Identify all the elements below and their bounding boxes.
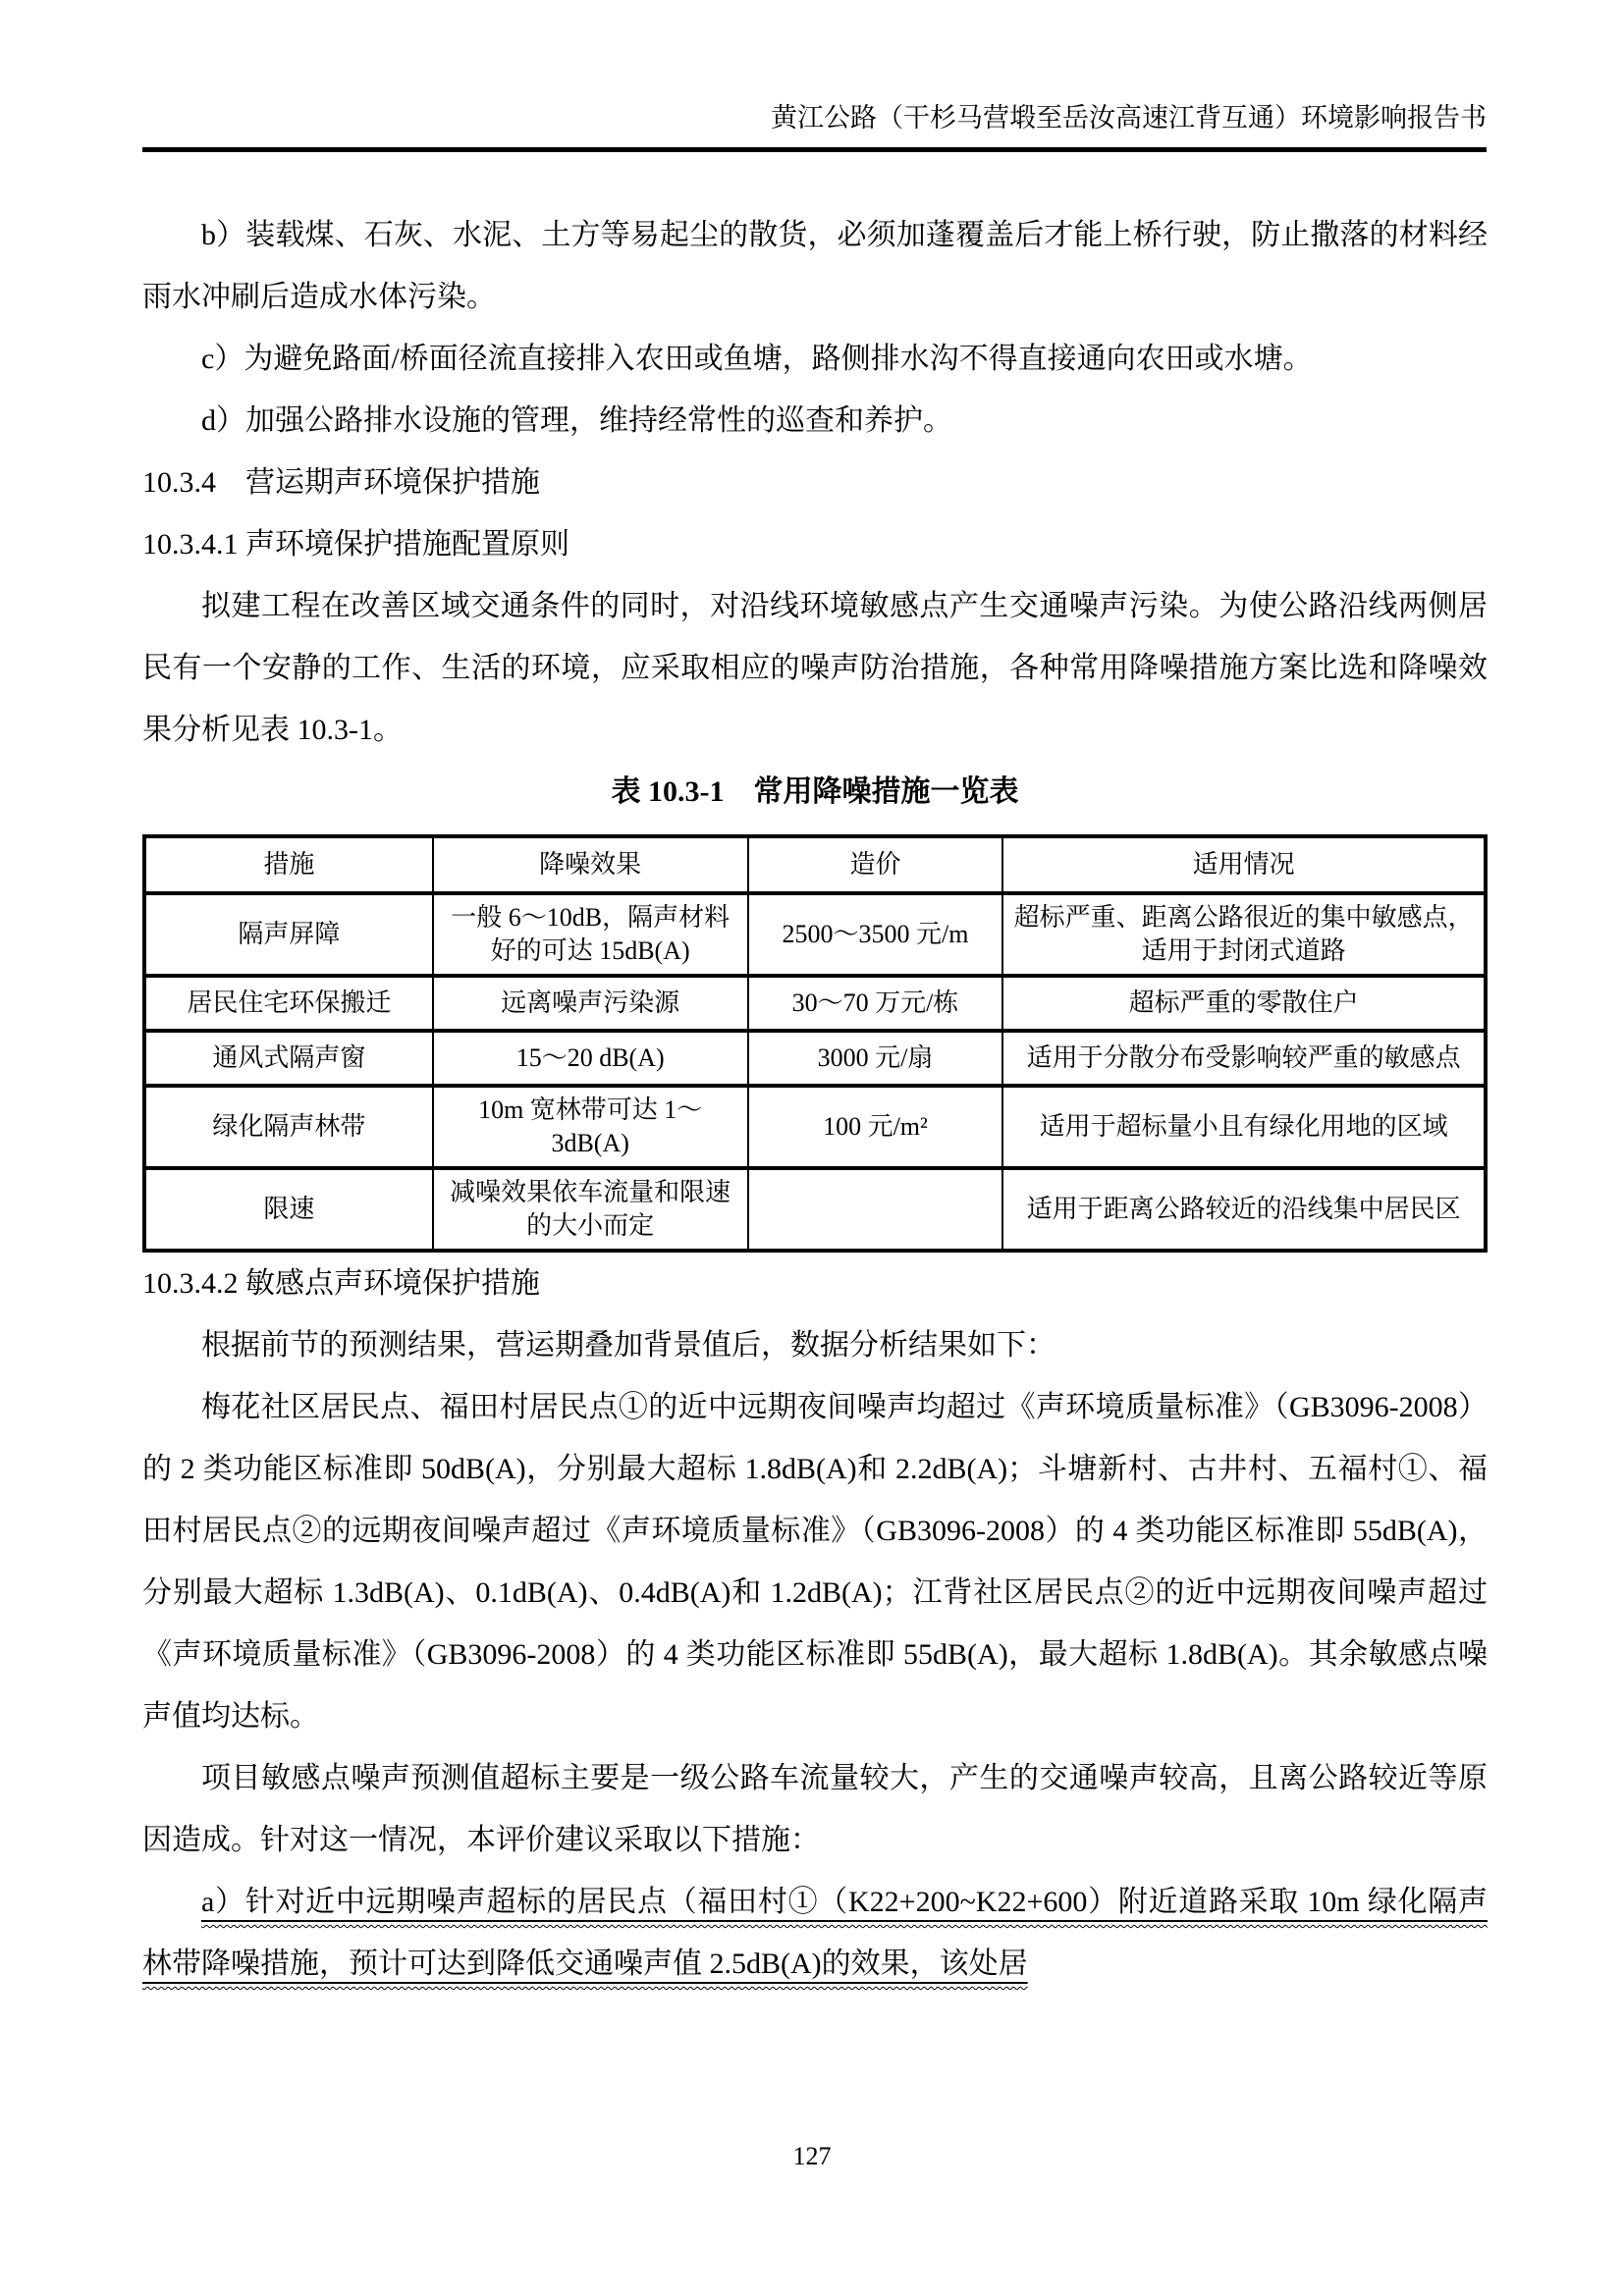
table-row xyxy=(144,893,1486,976)
page-body xyxy=(142,204,1488,1995)
paragraph-intro: 拟建工程在改善区域交通条件的同时，对沿线环境敏感点产生交通噪声污染。为使公路沿线两侧居民有一个安静的工作、生活的环境，应采取相应的噪声防治措施，各种常用降噪措施方案比选和降噪效果分析见表 10.3-1。 xyxy=(142,590,1488,746)
section-heading-10-3-4-1: 10.3.4.1 声环境保护措施配置原则 xyxy=(142,528,569,561)
table-cell: 适用于超标量小且有绿化用地的区域 xyxy=(1002,1086,1486,1168)
table-cell: 居民住宅环保搬迁 xyxy=(144,976,433,1031)
paragraph-exceedance-reason: 项目敏感点噪声预测值超标主要是一级公路车流量较大，产生的交通噪声较高，且离公路较近等原因造成。针对这一情况，本评价建议采取以下措施： xyxy=(142,1762,1488,1856)
paragraph-item-c: c）为避免路面/桥面径流直接排入农田或鱼塘，路侧排水沟不得直接通向农田或水塘。 xyxy=(201,343,1313,375)
table-cell: 通风式隔声窗 xyxy=(144,1031,433,1086)
paragraph-item-b: b）装载煤、石灰、水泥、土方等易起尘的散货，必须加蓬覆盖后才能上桥行驶，防止撒落的材料经雨水冲刷后造成水体污染。 xyxy=(142,219,1488,313)
table-row xyxy=(144,1168,1486,1251)
table-cell: 适用于分散分布受影响较严重的敏感点 xyxy=(1002,1031,1486,1086)
table-cell: 适用于距离公路较近的沿线集中居民区 xyxy=(1002,1168,1486,1251)
table-cell: 10m 宽林带可达 1～3dB(A) xyxy=(433,1086,748,1168)
column-header-effect: 降噪效果 xyxy=(433,836,748,893)
table-cell: 减噪效果依车流量和限速的大小而定 xyxy=(433,1168,748,1251)
paragraph-results-intro: 根据前节的预测结果，营运期叠加背景值后，数据分析结果如下： xyxy=(201,1329,1056,1362)
column-header-measure: 措施 xyxy=(144,836,433,893)
table-cell: 3000 元/扇 xyxy=(748,1031,1003,1086)
table-cell: 15～20 dB(A) xyxy=(433,1031,748,1086)
table-caption: 表 10.3-1 常用降噪措施一览表 xyxy=(611,775,1019,808)
table-row xyxy=(144,1086,1486,1168)
table-cell: 一般 6～10dB，隔声材料好的可达 15dB(A) xyxy=(433,893,748,976)
table-cell: 30～70 万元/栋 xyxy=(748,976,1003,1031)
running-header: 黄江公路（干杉马营塅至岳汝高速江背互通）环境影响报告书 xyxy=(142,98,1487,152)
column-header-cost: 造价 xyxy=(748,836,1003,893)
table-cell xyxy=(748,1168,1003,1251)
inserted-text: a）针对近中远期噪声超标的居民点（福田村①（K22+200~K22+600）附近道路采取 10m 绿化隔声林带降噪措施，预计可达到降低交通噪声值 2.5dB(A)的效果，该处居 xyxy=(142,1886,1488,1980)
table-cell: 超标严重的零散住户 xyxy=(1002,976,1486,1031)
table-cell: 超标严重、距离公路很近的集中敏感点，适用于封闭式道路 xyxy=(1002,893,1486,976)
section-heading-10-3-4-2: 10.3.4.2 敏感点声环境保护措施 xyxy=(142,1267,540,1300)
paragraph-item-d: d）加强公路排水设施的管理，维持经常性的巡查和养护。 xyxy=(201,404,952,437)
section-heading-10-3-4: 10.3.4 营运期声环境保护措施 xyxy=(142,466,540,499)
table-cell: 2500～3500 元/m xyxy=(748,893,1003,976)
table-cell: 限速 xyxy=(144,1168,433,1251)
table-cell: 远离噪声污染源 xyxy=(433,976,748,1031)
table-row xyxy=(144,1031,1486,1086)
table-cell: 100 元/m² xyxy=(748,1086,1003,1168)
page-number: 127 xyxy=(792,2142,832,2170)
table-header-row xyxy=(144,836,1486,893)
paragraph-measure-a xyxy=(142,1871,1488,1995)
table-row xyxy=(144,976,1486,1031)
noise-measures-table xyxy=(142,834,1488,1253)
table-cell: 隔声屏障 xyxy=(144,893,433,976)
table-cell: 绿化隔声林带 xyxy=(144,1086,433,1168)
paragraph-noise-analysis: 梅花社区居民点、福田村居民点①的近中远期夜间噪声均超过《声环境质量标准》（GB3096-2008）的 2 类功能区标准即 50dB(A)，分别最大超标 1.8dB(A)和 2.2dB(A)；斗塘新村、古井村、五福村①、福田村居民点②的远期夜间噪声超过《声环境质量标准》（GB3096-2008）的 4 类功能区标准即 55dB(A)，分别最大超标 1.3dB(A)、0.1dB(A)、0.4dB(A)和 1.2dB(A)；江背社区居民点②的近中远期夜间噪声超过《声环境质量标准》（GB3096-2008）的 4 类功能区标准即 55dB(A)，最大超标 1.8dB(A)。其余敏感点噪声值均达标。 xyxy=(142,1391,1488,1733)
inserted-text-underline xyxy=(142,1886,1488,1980)
column-header-applicability: 适用情况 xyxy=(1002,836,1486,893)
